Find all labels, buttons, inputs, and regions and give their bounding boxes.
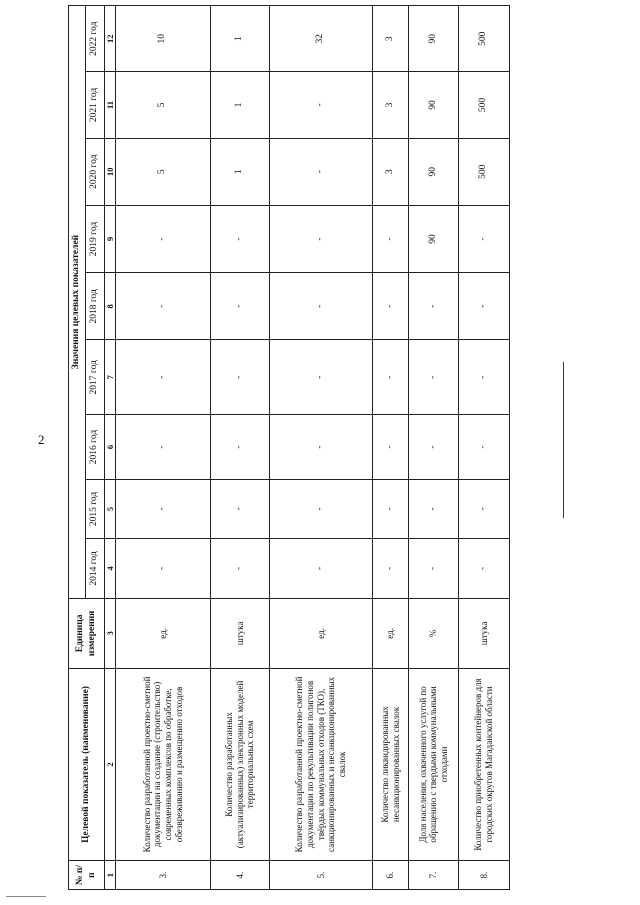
value-cell: - [116, 538, 210, 598]
column-number: 5 [105, 479, 116, 538]
value-cell: - [270, 138, 373, 205]
header-year: 2022 год [86, 6, 105, 72]
column-number: 8 [105, 273, 116, 340]
column-number-row [105, 6, 116, 890]
value-cell: - [210, 340, 269, 415]
value-cell: - [116, 340, 210, 415]
value-cell: - [409, 415, 458, 480]
value-cell: - [270, 340, 373, 415]
value-cell: - [116, 415, 210, 480]
indicator-name: Количество разработанной проектно-сметной документации на создание (строительство) современных комплексов по обработке, обезвреживанию и размещению отходов [116, 668, 210, 860]
header-year: 2020 год [86, 138, 105, 205]
unit-cell: % [409, 599, 458, 669]
column-number: 12 [105, 6, 116, 72]
indicator-name: Количество ликвидированных несанкционированных свалок [372, 668, 409, 860]
value-cell: - [458, 479, 509, 538]
column-number: 3 [105, 599, 116, 669]
column-number: 4 [105, 538, 116, 598]
value-cell: - [372, 273, 409, 340]
indicator-name: Количество разработанной проектно-сметной документации по рекультивации полигонов твёрдых коммунальных отходов (ТКО), санкционированных и несанкционированных свалок [270, 668, 373, 860]
value-cell: 500 [458, 138, 509, 205]
value-cell: - [270, 72, 373, 138]
row-number: 5. [270, 861, 373, 890]
value-cell: - [270, 538, 373, 598]
unit-cell: ед. [372, 599, 409, 669]
value-cell: - [372, 340, 409, 415]
table-row [409, 6, 458, 890]
value-cell: 10 [116, 6, 210, 72]
value-cell: - [270, 415, 373, 480]
value-cell: - [372, 538, 409, 598]
value-cell: 90 [409, 138, 458, 205]
row-number: 7. [409, 861, 458, 890]
value-cell: 90 [409, 6, 458, 72]
unit-cell: ед. [270, 599, 373, 669]
row-number: 3. [116, 861, 210, 890]
value-cell: - [116, 273, 210, 340]
value-cell: - [458, 538, 509, 598]
margin-mark [6, 896, 46, 897]
value-cell: - [458, 273, 509, 340]
value-cell: 500 [458, 72, 509, 138]
header-year: 2017 год [86, 340, 105, 415]
column-number: 7 [105, 340, 116, 415]
table-row [372, 6, 409, 890]
table-row [210, 6, 269, 890]
header-name: Целевой показатель (наименование) [69, 668, 105, 860]
column-number: 11 [105, 72, 116, 138]
value-cell: - [210, 415, 269, 480]
value-cell: - [270, 479, 373, 538]
value-cell: 90 [409, 72, 458, 138]
table-row [458, 6, 509, 890]
column-number: 9 [105, 205, 116, 272]
value-cell: - [409, 479, 458, 538]
value-cell: - [210, 538, 269, 598]
value-cell: - [372, 205, 409, 272]
value-cell: - [372, 479, 409, 538]
value-cell: 90 [409, 205, 458, 272]
header-year: 2019 год [86, 205, 105, 272]
separator-line [563, 362, 564, 518]
header-year: 2015 год [86, 479, 105, 538]
value-cell: - [210, 205, 269, 272]
column-number: 10 [105, 138, 116, 205]
value-cell: - [458, 205, 509, 272]
value-cell: 1 [210, 138, 269, 205]
value-cell: - [270, 273, 373, 340]
value-cell: 3 [372, 72, 409, 138]
unit-cell: штука [458, 599, 509, 669]
header-year: 2014 год [86, 538, 105, 598]
value-cell: - [458, 415, 509, 480]
column-number: 6 [105, 415, 116, 480]
value-cell: 32 [270, 6, 373, 72]
value-cell: - [270, 205, 373, 272]
value-cell: 5 [116, 72, 210, 138]
unit-cell: ед. [116, 599, 210, 669]
row-number: 4. [210, 861, 269, 890]
table-row [116, 6, 210, 890]
indicator-name: Доля населения, охваченного услугой по обращению с твердыми коммунальными отходами [409, 668, 458, 860]
header-year: 2021 год [86, 72, 105, 138]
value-cell: - [409, 538, 458, 598]
value-cell: - [372, 415, 409, 480]
value-cell: - [210, 273, 269, 340]
value-cell: - [458, 340, 509, 415]
indicator-name: Количество разработанных (актуализированных) электронных моделей территориальных схем [210, 668, 269, 860]
header-year: 2018 год [86, 273, 105, 340]
value-cell: - [409, 273, 458, 340]
header-values-group: Значения целевых показателей [69, 6, 86, 599]
table-row [270, 6, 373, 890]
value-cell: 500 [458, 6, 509, 72]
value-cell: 3 [372, 138, 409, 205]
unit-cell: штука [210, 599, 269, 669]
value-cell: 1 [210, 72, 269, 138]
value-cell: - [210, 479, 269, 538]
column-number: 2 [105, 668, 116, 860]
value-cell: - [409, 340, 458, 415]
target-indicators-table [68, 5, 510, 890]
value-cell: 1 [210, 6, 269, 72]
header-num: № п/п [69, 861, 105, 890]
indicator-name: Количество приобретенных контейнеров для городских округов Магаданской области [458, 668, 509, 860]
page-number: 2 [38, 432, 45, 447]
value-cell: 5 [116, 138, 210, 205]
column-number: 1 [105, 861, 116, 890]
value-cell: 3 [372, 6, 409, 72]
row-number: 6. [372, 861, 409, 890]
rotated-table-wrapper [68, 5, 510, 890]
row-number: 8. [458, 861, 509, 890]
header-year: 2016 год [86, 415, 105, 480]
value-cell: - [116, 205, 210, 272]
value-cell: - [116, 479, 210, 538]
header-unit: Единица измерения [69, 599, 105, 669]
